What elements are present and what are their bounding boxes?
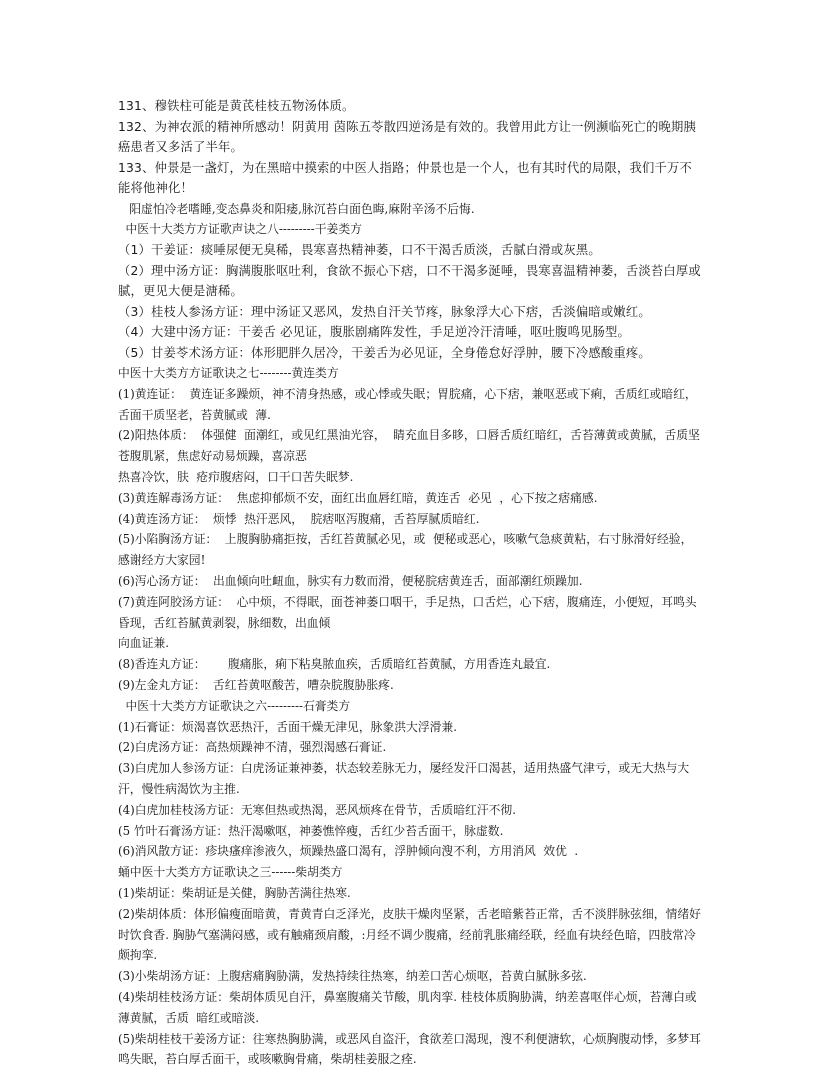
text-line: (2)柴胡体质：体形偏瘦面暗黄，青黄青白乏泽光，皮肤干燥肉坚紧，舌老暗紫苔正常，舌不淡胖脉弦细，情绪好时饮食香. 胸胁气塞满闷感，或有触痛颈肩酸，:月经不调少腹痛，经前乳胀痛经联，经血有块经色暗，四肢常冷颇拘挛. [118,906,701,963]
text-line: (9)左金丸方证： 舌红苔黄呕酸苦，嘈杂脘腹胁胀疼. [118,678,394,693]
text-line: 向血证兼. [118,636,169,651]
text-line: (2)白虎汤方证：高热烦躁神不清，强烈渴感石膏证. [118,740,387,755]
text-line: （4）大建中汤方证：干姜舌 必见证，腹胀剧痛阵发性，手足逆冷汗清唾，呕吐腹鸣见肠型。 [118,325,631,340]
text-line: (1)黄连证： 黄连证多躁烦，神不清身热感，或心悸或失眠；胃脘痛，心下痞，兼呕恶或下痢，舌质红或暗红，舌面干质坚老，苔黄腻或 薄. [118,386,697,422]
document-body [118,96,702,1070]
section-heading: 中医十大类方方证歌诀之七--------黄连类方 [118,366,339,381]
text-line: (4)黄连汤方证： 烦悸 热汗恶风， 脘痞呕泻腹痛，舌苔厚腻质暗红. [118,511,480,526]
text-line: 热喜冷饮，肤 疮疖腹痞闷，口干口苦失眠梦. [118,470,354,485]
text-line: (5)柴胡桂枝干姜汤方证：往寒热胸胁满，或恶风自盗汗，食欲差口渴现，溲不利便溏软，心烦胸腹动悸，多梦耳鸣失眠，苔白厚舌面干，或咳嗽胸骨痛，柴胡桂姜服之痊. [118,1031,701,1067]
text-line: (7)黄连阿胶汤方证： 心中烦，不得眠，面苍神萎口咽干，手足热，口舌烂，心下痞，腹痛连，小便短，耳鸣头昏现，舌红苔腻黄剥裂，脉细数，出血倾 [118,594,697,630]
verse-line: 阳虚怕冷老嗜睡,变态鼻炎和阳痿,脉沉苔白面色晦,麻附辛汤不后悔. [118,201,475,216]
text-line: 132、为神农派的精神所感动！阴黄用 茵陈五苓散四逆汤是有效的。我曾用此方让一例濒临死亡的晚期胰癌患者又多活了半年。 [118,119,697,154]
text-line: (2)阳热体质： 体强健 面潮红，或见红黑油光容， 睛充血目多眵，口唇舌质红暗红，舌苔薄黄或黄腻，舌质坚苍腹肌紧，焦虑好动易烦躁，喜凉恶 [118,428,700,464]
text-line: (5)小陷胸汤方证： 上腹胸胁痛拒按，舌红苔黄腻必见，或 便秘或恶心，咳嗽气急痰黄粘，右寸脉滑好经验，感谢经方大家园! [118,532,693,568]
text-line: (4)白虎加桂枝汤方证：无寒但热或热渴，恶风烦疼在骨节，舌质暗红汗不彻. [118,802,516,817]
text-line: 133、仲景是一盏灯，为在黑暗中摸索的中医人指路；仲景也是一个人，也有其时代的局限，我们千万不能将他神化！ [118,160,692,195]
text-line: (5 竹叶石膏汤方证：热汗渴嗽呕，神萎憔悴瘦，舌红少苔舌面干，脉虚数. [118,823,504,838]
text-line: （2）理中汤方证：胸满腹胀呕吐利，食欲不振心下痞，口不干渴多涎唾，畏寒喜温精神萎，舌淡苔白厚或腻，更见大便是溏稀。 [118,263,701,299]
text-line: (6)消风散方证：疹块瘙痒渗液久，烦躁热盛口渴有，浮肿倾向溲不利，方用消风 效优 . [118,844,579,859]
text-line: (1)柴胡证：柴胡证是关健，胸胁苦满往热寒. [118,886,351,901]
section-heading: 中医十大类方方证歌声诀之八---------干姜类方 [118,222,362,237]
text-line: (6)泻心汤方证： 出血倾向吐衄血，脉实有力数而滑，便秘脘痞黄连舌，面部潮红烦躁加. [118,574,583,589]
text-line: (3)黄连解毒汤方证： 焦虑抑郁烦不安，面红出血唇红暗，黄连舌 必见 ，心下按之痞痛感. [118,490,598,505]
section-heading: 中医十大类方方证歌诀之六---------石膏类方 [118,698,351,713]
text-line: 131、穆铁柱可能是黄芪桂枝五物汤体质。 [118,99,355,113]
text-line: (4)柴胡桂枝汤方证：柴胡体质见自汗，鼻塞腹痛关节酸，肌肉挛. 桂枝体质胸胁满，纳差喜呕伴心烦，苔薄白或薄黄腻，舌质 暗红或暗淡. [118,990,697,1025]
text-line: （1）干姜证：痰唾尿便无臭稀，畏寒喜热精神萎，口不干渴舌质淡，舌腻白滑或灰黑。 [118,243,601,258]
text-line: （5）甘姜苓术汤方证：体形肥胖久居冷，干姜舌为必见证，全身倦怠好浮肿，腰下冷感酸重疼。 [118,345,651,360]
section-heading: 蛹中医十大类方方证歌诀之三------柴胡类方 [118,865,343,880]
text-line: (8)香连丸方证： 腹痛胀，痢下粘臭脓血疾，舌质暗红苔黄腻，方用香连丸最宜. [118,657,551,672]
text-line: （3）桂枝人参汤方证：理中汤证又恶风，发热自汗关节疼，脉象浮大心下痞，舌淡偏暗或嫩红。 [118,304,651,319]
text-line: (3)小柴胡汤方证：上腹痞痛胸胁满，发热持续往热寒，纳差口苦心烦呕，苔黄白腻脉多弦. [118,969,587,984]
text-line: (3)白虎加人参汤方证：白虎汤证兼神萎，状态较差脉无力，屡经发汗口渴甚，适用热盛气津亏，或无大热与大汗，慢性病渴饮为主推. [118,761,690,797]
text-line: (1)石膏证：烦渴喜饮恶热汗，舌面干燥无津见，脉象洪大浮滑兼. [118,719,457,734]
